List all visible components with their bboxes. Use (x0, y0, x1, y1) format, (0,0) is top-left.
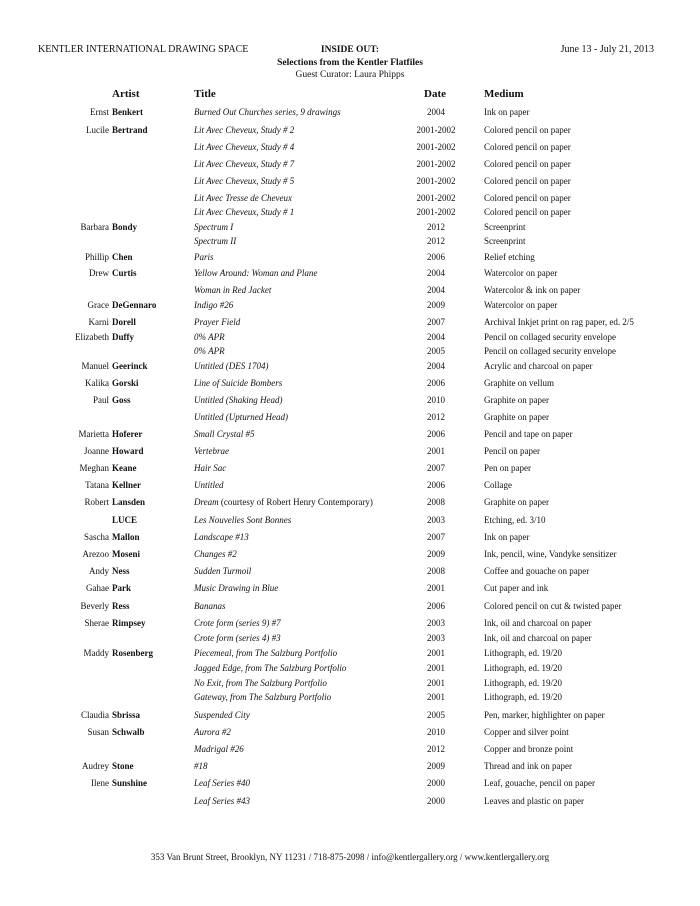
table-row (0, 709, 700, 721)
column-header-medium: Medium (484, 88, 524, 100)
artwork-date: 2012 (427, 744, 445, 754)
artwork-title-text: Lit Avec Cheveux, Study # 1 (194, 207, 295, 217)
table-row (0, 360, 700, 372)
artwork-medium: Copper and bronze point (484, 744, 574, 754)
artwork-title-text: Spectrum I (194, 222, 234, 232)
column-header-title: Title (194, 88, 216, 100)
artwork-date: 2012 (427, 412, 445, 422)
artwork-title (194, 192, 292, 204)
artist-last-name: Mallon (112, 532, 140, 542)
footer-contact: 353 Van Brunt Street, Brooklyn, NY 11231 / 718-875-2098 / info@kentlergallery.org / www.kentlergallery.org (150, 852, 550, 862)
artwork-medium: Graphite on vellum (484, 378, 554, 388)
artist-first-name: Sascha (84, 532, 109, 542)
artwork-title-text: Lit Avec Cheveux, Study # 7 (194, 159, 295, 169)
column-header-artist: Artist (112, 88, 140, 100)
artwork-medium: Pen on paper (484, 463, 531, 473)
artist-first-name: Paul (92, 395, 109, 405)
artwork-date: 2004 (427, 268, 445, 278)
artist-first-name: Claudia (81, 710, 109, 720)
artwork-title-text: Hair Sac (194, 463, 227, 473)
table-row (0, 496, 700, 508)
artwork-title-text: Leaf Series #43 (194, 796, 250, 806)
table-row (0, 299, 700, 311)
artwork-date: 2012 (427, 222, 445, 232)
artwork-date: 2010 (427, 395, 445, 405)
artwork-date: 2007 (427, 317, 445, 327)
artist-first-name: Meghan (79, 463, 109, 473)
artwork-medium: Colored pencil on paper (484, 207, 571, 217)
artwork-note: (courtesy of Robert Henry Contemporary) (218, 497, 373, 507)
artwork-title (194, 462, 226, 474)
artwork-medium: Colored pencil on paper (484, 176, 571, 186)
table-row (0, 221, 700, 233)
artwork-date: 2003 (427, 618, 445, 628)
artwork-date: 2005 (427, 710, 445, 720)
table-row (0, 582, 700, 594)
artwork-medium: Colored pencil on paper (484, 159, 571, 169)
artwork-medium: Graphite on paper (484, 395, 549, 405)
artwork-date: 2008 (427, 566, 445, 576)
artwork-date: 2006 (427, 252, 445, 262)
artwork-title (194, 141, 294, 153)
artwork-title-text: 0% APR (194, 332, 225, 342)
artist-last-name: Benkert (112, 107, 143, 117)
artwork-medium: Watercolor on paper (484, 300, 558, 310)
artwork-date: 2001-2002 (416, 142, 456, 152)
artist-last-name: Moseni (112, 549, 140, 559)
artist-first-name: Maddy (83, 648, 109, 658)
artwork-medium: Watercolor on paper (484, 268, 558, 278)
table-row (0, 192, 700, 204)
table-row (0, 316, 700, 328)
table-row (0, 514, 700, 526)
artist-last-name: Rimpsey (112, 618, 146, 628)
artwork-date: 2001 (427, 692, 445, 702)
table-row (0, 124, 700, 136)
artwork-medium: Acrylic and charcoal on paper (484, 361, 593, 371)
artwork-medium: Leaf, gouache, pencil on paper (484, 778, 595, 788)
artwork-title-text: Gateway, from The Salzburg Portfolio (194, 692, 332, 702)
artwork-title-text: Spectrum II (194, 236, 237, 246)
artwork-date: 2004 (427, 361, 445, 371)
artwork-medium: Ink, oil and charcoal on paper (484, 618, 592, 628)
artist-last-name: Geerinck (112, 361, 148, 371)
table-row (0, 251, 700, 263)
table-row (0, 394, 700, 406)
artist-first-name: Elizabeth (75, 332, 109, 342)
table-row (0, 760, 700, 772)
artwork-title-text: Sudden Turmoil (194, 566, 252, 576)
artwork-medium: Copper and silver point (484, 727, 569, 737)
artwork-title (194, 360, 269, 372)
artist-last-name: Ness (112, 566, 130, 576)
artwork-medium: Leaves and plastic on paper (484, 796, 584, 806)
table-row (0, 377, 700, 389)
artwork-title-text: Yellow Around: Woman and Plane (194, 268, 318, 278)
artwork-medium: Lithograph, ed. 19/20 (484, 648, 562, 658)
artwork-medium: Archival Inkjet print on rag paper, ed. 2/5 (484, 317, 634, 327)
artwork-medium: Ink on paper (484, 532, 530, 542)
artwork-medium: Colored pencil on paper (484, 142, 571, 152)
table-row (0, 548, 700, 560)
artwork-title (194, 106, 341, 118)
artwork-title (194, 531, 249, 543)
artist-last-name: Hoferer (112, 429, 143, 439)
artist-last-name: Gorski (112, 378, 139, 388)
artist-first-name: Susan (87, 727, 109, 737)
artist-first-name: Lucile (86, 125, 109, 135)
artwork-title-text: Changes #2 (194, 549, 237, 559)
artwork-title (194, 284, 271, 296)
artwork-title (194, 377, 282, 389)
artwork-title (194, 235, 236, 247)
artwork-date: 2000 (427, 796, 445, 806)
table-row (0, 445, 700, 457)
artwork-date: 2004 (427, 332, 445, 342)
artwork-medium: Lithograph, ed. 19/20 (484, 678, 562, 688)
artwork-medium: Colored pencil on paper (484, 193, 571, 203)
artwork-title (194, 267, 317, 279)
curator-line: Guest Curator: Laura Phipps (295, 70, 405, 80)
artist-first-name: Beverly (80, 601, 109, 611)
artist-last-name: Curtis (112, 268, 137, 278)
artist-first-name: Joanne (84, 446, 109, 456)
artwork-medium: Coffee and gouache on paper (484, 566, 590, 576)
artwork-medium: Collage (484, 480, 512, 490)
artwork-date: 2001-2002 (416, 193, 456, 203)
artist-last-name: Goss (112, 395, 131, 405)
artist-first-name: Kalika (85, 378, 109, 388)
artist-first-name: Tatana (85, 480, 109, 490)
artist-first-name: Phillip (84, 252, 109, 262)
artwork-medium: Colored pencil on paper (484, 125, 571, 135)
artwork-date: 2010 (427, 727, 445, 737)
artwork-title (194, 514, 291, 526)
artwork-title-text: No Exit, from The Salzburg Portfolio (194, 678, 327, 688)
artwork-title-text: Indigo #26 (194, 300, 234, 310)
artwork-title (194, 600, 226, 612)
artist-first-name: Sherae (84, 618, 109, 628)
artwork-medium: Thread and ink on paper (484, 761, 572, 771)
table-row (0, 743, 700, 755)
artwork-medium: Graphite on paper (484, 412, 549, 422)
artwork-date: 2001-2002 (416, 176, 456, 186)
artist-last-name: Park (112, 583, 131, 593)
table-row (0, 206, 700, 218)
artist-last-name: Keane (112, 463, 137, 473)
artwork-title (194, 251, 214, 263)
table-row (0, 235, 700, 247)
artwork-date: 2006 (427, 480, 445, 490)
artwork-title (194, 691, 331, 703)
artist-first-name: Andy (89, 566, 109, 576)
artwork-title-text: Crote form (series 4) #3 (194, 633, 281, 643)
artwork-date: 2001-2002 (416, 125, 456, 135)
artwork-medium: Cut paper and ink (484, 583, 549, 593)
artwork-title-text: #18 (194, 761, 208, 771)
artist-first-name: Audrey (82, 761, 109, 771)
artwork-medium: Ink, oil and charcoal on paper (484, 633, 592, 643)
artwork-title-text: Les Nouvelles Sont Bonnes (194, 515, 292, 525)
artwork-date: 2004 (427, 107, 445, 117)
artist-last-name: Schwalb (112, 727, 145, 737)
artwork-title (194, 206, 294, 218)
artist-last-name: Bondy (112, 222, 138, 232)
table-row (0, 662, 700, 674)
table-row (0, 462, 700, 474)
artwork-date: 2009 (427, 300, 445, 310)
table-row (0, 777, 700, 789)
artwork-date: 2006 (427, 429, 445, 439)
table-row (0, 141, 700, 153)
artwork-title (194, 582, 278, 594)
artist-first-name: Barbara (80, 222, 109, 232)
artwork-title-text: Vertebrae (194, 446, 229, 456)
artwork-title-text: Untitled (Shaking Head) (194, 395, 283, 405)
artwork-medium: Pencil on paper (484, 446, 540, 456)
artist-first-name: Manuel (81, 361, 109, 371)
artwork-title (194, 647, 337, 659)
table-row (0, 428, 700, 440)
artwork-date: 2001 (427, 583, 445, 593)
artwork-medium: Relief etching (484, 252, 535, 262)
artwork-title (194, 548, 237, 560)
artist-first-name: Gahae (86, 583, 109, 593)
artwork-title (194, 124, 294, 136)
artwork-title-text: Piecemeal, from The Salzburg Portfolio (194, 648, 338, 658)
artwork-date: 2006 (427, 601, 445, 611)
artist-last-name: Howard (112, 446, 144, 456)
artwork-title-text: Leaf Series #40 (194, 778, 250, 788)
artwork-date: 2006 (427, 378, 445, 388)
artwork-title (194, 496, 373, 508)
artist-first-name: Robert (84, 497, 109, 507)
artwork-title (194, 394, 282, 406)
artwork-title (194, 221, 233, 233)
gallery-name: KENTLER INTERNATIONAL DRAWING SPACE (38, 44, 249, 55)
table-row (0, 158, 700, 170)
artwork-date: 2001-2002 (416, 207, 456, 217)
artist-last-name: Lansden (112, 497, 146, 507)
artwork-title (194, 743, 244, 755)
artwork-date: 2001 (427, 678, 445, 688)
table-row (0, 691, 700, 703)
artist-last-name: Chen (112, 252, 133, 262)
artwork-title-text: Lit Avec Tresse de Cheveux (194, 193, 292, 203)
table-row (0, 175, 700, 187)
artwork-title-text: Small Crystal #5 (194, 429, 255, 439)
table-row (0, 647, 700, 659)
exhibition-subtitle: Selections from the Kentler Flatfiles (277, 57, 423, 68)
artwork-medium: Pencil and tape on paper (484, 429, 573, 439)
artwork-date: 2009 (427, 761, 445, 771)
artwork-title-text: Untitled (194, 480, 224, 490)
artwork-medium: Lithograph, ed. 19/20 (484, 663, 562, 673)
artwork-title (194, 632, 281, 644)
table-row (0, 600, 700, 612)
artwork-title-text: Bananas (194, 601, 226, 611)
table-row (0, 267, 700, 279)
artwork-date: 2003 (427, 633, 445, 643)
artwork-title (194, 726, 231, 738)
artwork-medium: Screenprint (484, 222, 526, 232)
table-row (0, 565, 700, 577)
artwork-title-text: Dream (194, 497, 219, 507)
artwork-title (194, 760, 208, 772)
artist-last-name: Stone (112, 761, 134, 771)
artwork-title (194, 662, 346, 674)
artwork-medium: Lithograph, ed. 19/20 (484, 692, 562, 702)
artwork-title-text: Music Drawing in Blue (194, 583, 279, 593)
artist-last-name: Kellner (112, 480, 141, 490)
artist-last-name: Sunshine (112, 778, 148, 788)
artwork-title (194, 158, 294, 170)
artist-first-name: Ilene (91, 778, 109, 788)
artist-first-name: Grace (87, 300, 109, 310)
artist-last-name: DeGennaro (112, 300, 157, 310)
artwork-title (194, 617, 281, 629)
artwork-title (194, 428, 255, 440)
artwork-medium: Ink on paper (484, 107, 530, 117)
table-row (0, 411, 700, 423)
artwork-title-text: Aurora #2 (194, 727, 231, 737)
artwork-title (194, 175, 294, 187)
artwork-title-text: 0% APR (194, 346, 225, 356)
artwork-date: 2001 (427, 663, 445, 673)
artwork-title (194, 331, 225, 343)
artwork-title-text: Prayer Field (194, 317, 241, 327)
artist-first-name: Drew (89, 268, 109, 278)
artwork-medium: Watercolor & ink on paper (484, 285, 581, 295)
artwork-date: 2001 (427, 648, 445, 658)
artwork-title (194, 479, 224, 491)
artwork-title (194, 299, 233, 311)
artist-last-name: LUCE (112, 515, 138, 525)
artwork-title-text: Paris (194, 252, 214, 262)
artist-last-name: Duffy (112, 332, 134, 342)
artwork-title-text: Suspended City (194, 710, 250, 720)
artwork-medium: Pen, marker, highlighter on paper (484, 710, 605, 720)
table-row (0, 617, 700, 629)
artist-last-name: Sbrissa (112, 710, 141, 720)
artist-last-name: Bertrand (112, 125, 148, 135)
artwork-date: 2008 (427, 497, 445, 507)
artwork-title (194, 777, 250, 789)
artwork-title-text: Burned Out Churches series, 9 drawings (194, 107, 341, 117)
table-row (0, 531, 700, 543)
artwork-date: 2012 (427, 236, 445, 246)
exhibition-title: INSIDE OUT: (320, 45, 380, 55)
artwork-title (194, 445, 229, 457)
artwork-date: 2001-2002 (416, 159, 456, 169)
artist-last-name: Rosenberg (112, 648, 153, 658)
artist-first-name: Karni (88, 317, 109, 327)
artist-first-name: Arezoo (82, 549, 109, 559)
artwork-title-text: Untitled (DES 1704) (194, 361, 269, 371)
artwork-title-text: Jagged Edge, from The Salzburg Portfolio (194, 663, 347, 673)
table-row (0, 479, 700, 491)
artwork-title-text: Line of Suicide Bombers (194, 378, 283, 388)
artwork-title (194, 709, 250, 721)
table-row (0, 677, 700, 689)
artwork-title-text: Untitled (Upturned Head) (194, 412, 288, 422)
artwork-title-text: Woman in Red Jacket (194, 285, 272, 295)
artwork-medium: Pencil on collaged security envelope (484, 332, 616, 342)
artwork-title (194, 345, 225, 357)
artwork-title-text: Crote form (series 9) #7 (194, 618, 281, 628)
table-row (0, 795, 700, 807)
artist-last-name: Dorell (112, 317, 136, 327)
artwork-medium: Screenprint (484, 236, 526, 246)
table-row (0, 331, 700, 343)
artwork-title-text: Lit Avec Cheveux, Study # 2 (194, 125, 295, 135)
artwork-date: 2000 (427, 778, 445, 788)
artwork-medium: Graphite on paper (484, 497, 549, 507)
artwork-date: 2007 (427, 532, 445, 542)
artwork-date: 2007 (427, 463, 445, 473)
artwork-title-text: Lit Avec Cheveux, Study # 4 (194, 142, 295, 152)
artwork-date: 2003 (427, 515, 445, 525)
artwork-medium: Colored pencil on cut & twisted paper (484, 601, 622, 611)
table-row (0, 345, 700, 357)
artwork-title (194, 677, 327, 689)
table-row (0, 106, 700, 118)
artwork-title-text: Landscape #13 (194, 532, 249, 542)
artwork-title-text: Lit Avec Cheveux, Study # 5 (194, 176, 295, 186)
column-header-date: Date (424, 88, 446, 100)
artwork-title (194, 795, 250, 807)
artwork-title (194, 316, 240, 328)
exhibition-dates: June 13 - July 21, 2013 (560, 44, 654, 55)
table-row (0, 284, 700, 296)
artwork-title-text: Madrigal #26 (194, 744, 244, 754)
table-row (0, 726, 700, 738)
artwork-medium: Ink, pencil, wine, Vandyke sensitizer (484, 549, 617, 559)
artwork-medium: Pencil on collaged security envelope (484, 346, 616, 356)
artist-last-name: Ress (112, 601, 130, 611)
artist-first-name: Marietta (78, 429, 109, 439)
artist-first-name: Ernst (90, 107, 109, 117)
table-row (0, 632, 700, 644)
artwork-title (194, 411, 288, 423)
artwork-date: 2004 (427, 285, 445, 295)
artwork-date: 2001 (427, 446, 445, 456)
artwork-medium: Etching, ed. 3/10 (484, 515, 546, 525)
artwork-date: 2005 (427, 346, 445, 356)
artwork-title (194, 565, 251, 577)
artwork-date: 2009 (427, 549, 445, 559)
